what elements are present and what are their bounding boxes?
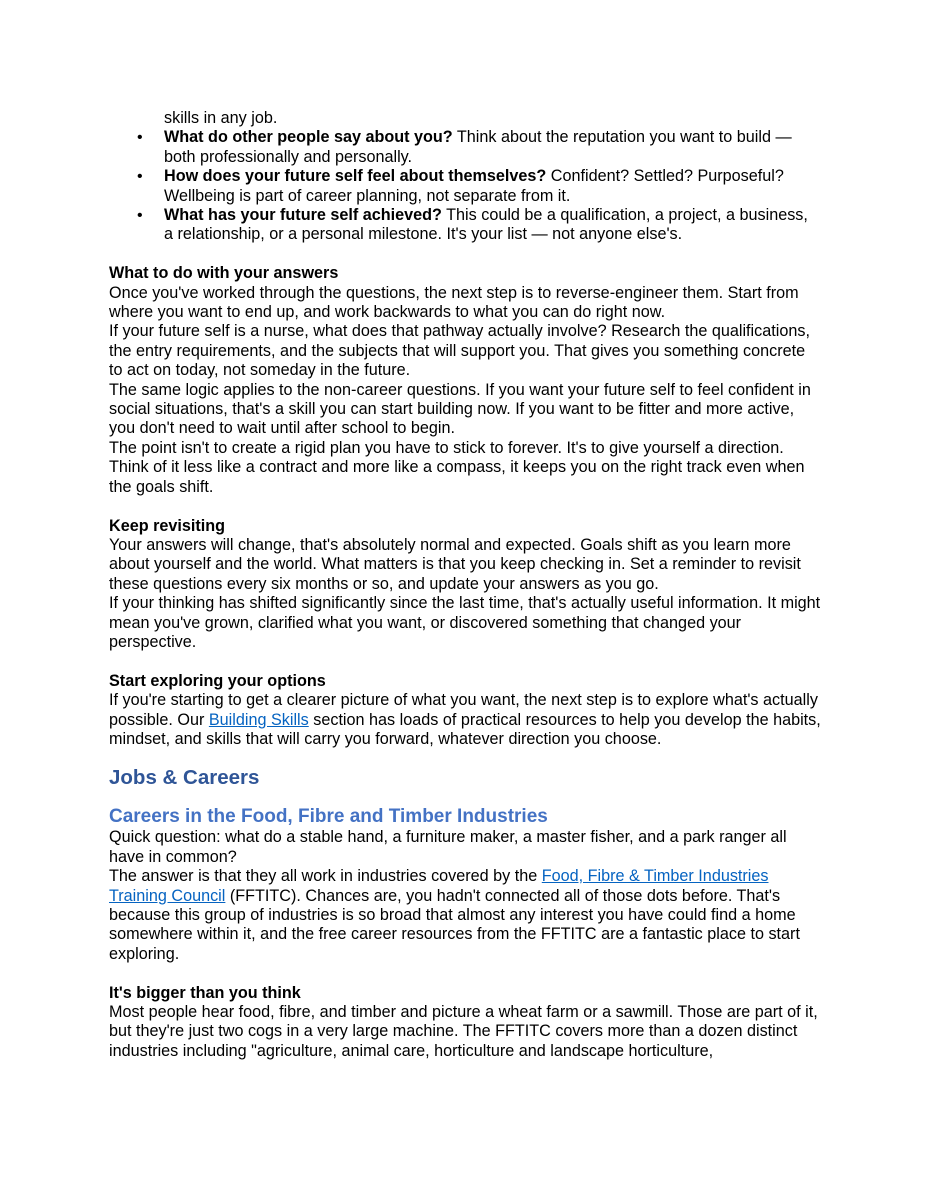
list-item — [137, 206, 821, 245]
list-item — [164, 109, 821, 128]
list-item-question: How does your future self feel about themselves? — [164, 167, 547, 186]
list-item-text: This could be a qualification, a project, a business, a relationship, or a personal milestone. It's your list — not anyone else's. — [164, 206, 808, 244]
list-item — [137, 128, 821, 167]
revisit-heading: Keep revisiting — [109, 516, 226, 535]
answers-heading: What to do with your answers — [109, 264, 339, 283]
bullet-icon: • — [137, 129, 143, 147]
food-text: (FFTITC). Chances are, you hadn't connected all of those dots before. That's because this group of industries is so broad that almost any interest you have could find a home somewhere within it, and the free career resources from the FFTITC are a fantastic place to start exploring. — [109, 886, 800, 963]
food-fibre-timber-heading: Careers in the Food, Fibre and Timber Industries — [109, 806, 548, 828]
explore-paragraph — [109, 691, 821, 749]
food-text: The answer is that they all work in industries covered by the — [109, 867, 542, 886]
list-item-question: What do other people say about you? — [164, 128, 453, 147]
food-paragraph: Quick question: what do a stable hand, a furniture maker, a master fisher, and a park ranger all have in common? — [109, 828, 787, 866]
list-item-question: What has your future self achieved? — [164, 206, 442, 225]
answers-paragraph: If your future self is a nurse, what does that pathway actually involve? Research the qualifications, the entry requirements, and the subjects that will support you. That gives you something concrete to act on today, not someday in the future. — [109, 322, 810, 380]
bullet-icon: • — [137, 168, 143, 186]
future-self-question-list — [109, 109, 821, 245]
explore-heading: Start exploring your options — [109, 671, 326, 690]
building-skills-link[interactable]: Building Skills — [208, 710, 309, 729]
answers-paragraph: The point isn't to create a rigid plan you have to stick to forever. It's to give yourself a direction. Think of it less like a contract and more like a compass, it keeps you on the right track even when the goals shift. — [109, 438, 805, 496]
document-page — [109, 109, 821, 1061]
answers-paragraph: Once you've worked through the questions, the next step is to reverse-engineer them. Start from where you want to end up, and work backwards to what you can do right now. — [109, 283, 799, 322]
list-item-text: Think about the reputation you want to build — both professionally and personally. — [164, 128, 792, 166]
list-item-text: Confident? Settled? Purposeful? Wellbeing is part of career planning, not separate from it. — [164, 167, 784, 205]
list-item-text: skills in any job. — [164, 109, 278, 127]
jobs-careers-heading: Jobs & Careers — [109, 766, 260, 790]
answers-paragraph: The same logic applies to the non-career questions. If you want your future self to feel confident in social situations, that's a skill you can start building now. If you want to be fitter and more active, you don't need to wait until after school to begin. — [109, 380, 811, 438]
bigger-paragraph: Most people hear food, fibre, and timber and picture a wheat farm or a sawmill. Those are part of it, but they're just two cogs in a very large machine. The FFTITC covers more than a dozen distinct industries including "agriculture, animal care, horticulture and landscape horticulture, — [109, 1003, 818, 1060]
revisit-paragraph: If your thinking has shifted significantly since the last time, that's actually useful information. It might mean you've grown, clarified what you want, or discovered something that changed your perspective. — [109, 594, 821, 651]
bullet-icon: • — [137, 207, 143, 225]
bigger-heading: It's bigger than you think — [109, 983, 301, 1002]
explore-text: section has loads of practical resources to help you develop the habits, mindset, and skills that will carry you forward, whatever direction you choose. — [109, 710, 821, 748]
fftitc-link[interactable]: Food, Fibre & Timber Industries Training Council — [109, 867, 769, 905]
list-item — [137, 167, 821, 206]
food-paragraph — [109, 867, 821, 964]
revisit-paragraph: Your answers will change, that's absolutely normal and expected. Goals shift as you learn more about yourself and the world. What matters is that you keep checking in. Set a reminder to revisit these questions every six months or so, and update your answers as you go. — [109, 535, 801, 593]
explore-text: If you're starting to get a clearer picture of what you want, the next step is to explore what's actually possible. Our — [109, 691, 818, 729]
